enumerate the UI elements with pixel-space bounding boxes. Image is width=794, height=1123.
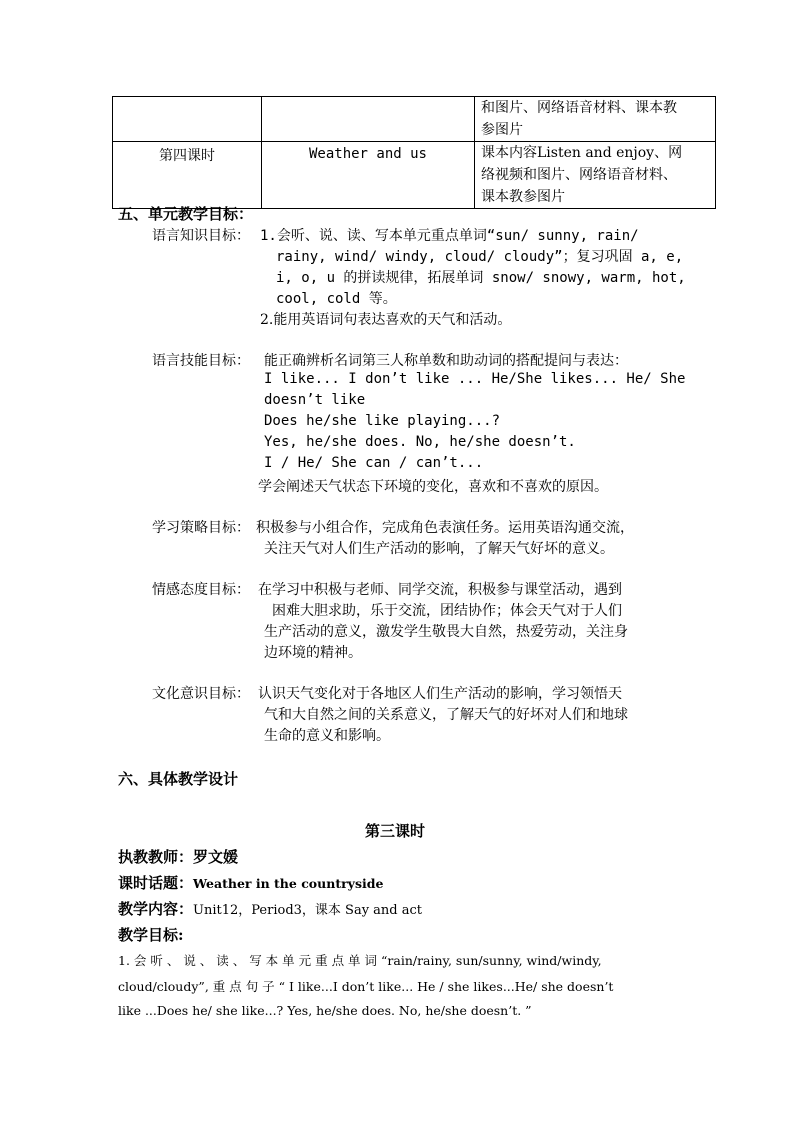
attitude-line: 困难大胆求助，乐于交流，团结协作；体会天气对于人们 [272, 603, 622, 619]
knowledge-line: i, o, u 的拼读规律，拓展单词 snow/ snowy, warm, hot, [276, 270, 686, 286]
objective-line: like ...Does he/ she like...? Yes, he/she does. No, he/she doesn’t. ” [118, 1003, 532, 1018]
culture-line: 气和大自然之间的关系意义，了解天气的好坏对人们和地球 [264, 707, 628, 723]
teacher-line [118, 846, 238, 867]
culture-line: 生命的意义和影响。 [264, 728, 390, 744]
course-table [112, 96, 716, 209]
content-label: 教学内容： [118, 900, 194, 918]
attitude-line: 生产活动的意义，激发学生敬畏大自然，热爱劳动，关注身 [264, 624, 628, 640]
skills-line: I / He/ She can / can’t... [264, 455, 484, 471]
knowledge-line: 1.会听、说、读、写本单元重点单词“sun/ sunny, rain/ [260, 228, 639, 244]
table-row [113, 142, 716, 209]
table-row [113, 97, 716, 142]
table-cell-resources: 和图片、网络语音材料、课本教 参图片 [475, 97, 716, 142]
culture-line: 认识天气变化对于各地区人们生产活动的影响，学习领悟天 [258, 686, 622, 702]
strategy-line: 关注天气对人们生产活动的影响，了解天气好坏的意义。 [264, 541, 614, 557]
attitude-line: 在学习中积极与老师、同学交流，积极参与课堂活动，遇到 [258, 582, 622, 598]
knowledge-line: rainy, wind/ windy, cloud/ cloudy”；复习巩固 a, e, [276, 249, 684, 265]
topic-value: Weather in the countryside [193, 876, 384, 891]
teacher-name: 罗文媛 [193, 848, 239, 866]
skills-line: 能正确辨析名词第三人称单数和助动词的搭配提问与表达： [264, 353, 628, 369]
skills-line: doesn’t like [264, 392, 366, 408]
skills-line: I like... I don’t like ... He/She likes... He/ She [264, 371, 686, 387]
table-cell-lesson: 第四课时 [113, 142, 262, 209]
objective-line: cloud/cloudy”, 重 点 句 子 “ I like...I don’t like... He / she likes...He/ she doesn’t [118, 979, 614, 994]
attitude-line: 边环境的精神。 [264, 645, 362, 661]
content-line [118, 898, 422, 919]
strategy-label: 学习策略目标： [152, 520, 250, 536]
topic-line [118, 872, 383, 893]
topic-label: 课时话题： [118, 874, 194, 892]
teacher-label: 执教教师： [118, 848, 194, 866]
knowledge-label: 语言知识目标： [152, 228, 250, 244]
table-cell-lesson [113, 97, 262, 142]
skills-line: Does he/she like playing...? [264, 413, 501, 429]
section6-title: 六、具体教学设计 [118, 770, 239, 788]
culture-label: 文化意识目标： [152, 686, 250, 702]
skills-line: 学会阐述天气状态下环境的变化，喜欢和不喜欢的原因。 [258, 479, 608, 495]
table-cell-topic: Weather and us [262, 142, 475, 209]
table-cell-topic [262, 97, 475, 142]
objectives-label: 教学目标: [118, 926, 184, 944]
skills-line: Yes, he/she does. No, he/she doesn’t. [264, 434, 576, 450]
lesson-title: 第三课时 [365, 822, 426, 840]
content-value: Unit12，Period3，课本 Say and act [193, 903, 423, 918]
attitude-label: 情感态度目标： [152, 582, 250, 598]
skills-label: 语言技能目标： [152, 353, 250, 369]
table-cell-resources: 课本内容Listen and enjoy、网 络视频和图片、网络语音材料、 课本教参图片 [475, 142, 716, 209]
objective-line: 1. 会 听 、 说 、 读 、 写 本 单 元 重 点 单 词 “rain/rainy, sun/sunny, wind/windy, [118, 953, 602, 968]
knowledge-line: 2.能用英语词句表达喜欢的天气和活动。 [260, 312, 512, 328]
knowledge-line: cool, cold 等。 [276, 291, 397, 307]
section5-title: 五、单元教学目标： [118, 205, 254, 223]
strategy-line: 积极参与小组合作，完成角色表演任务。运用英语沟通交流， [256, 520, 634, 536]
